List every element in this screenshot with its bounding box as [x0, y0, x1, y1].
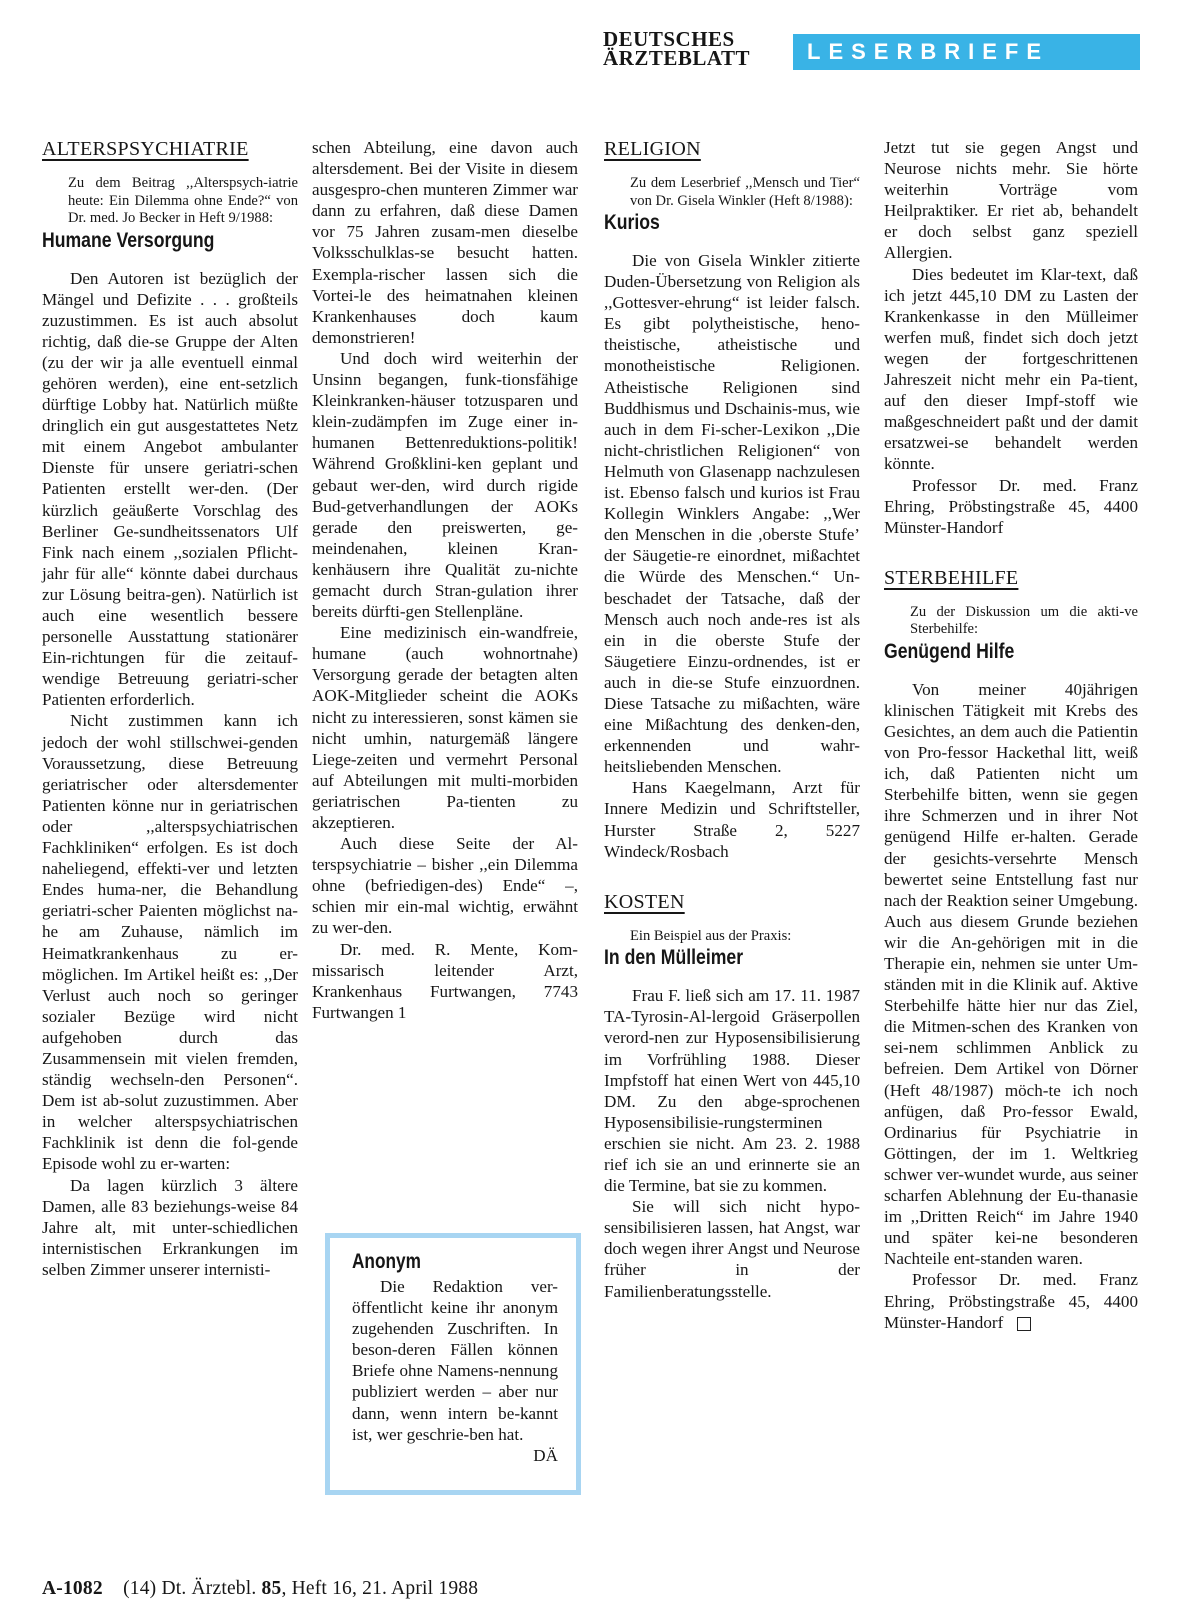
volume: 85 [261, 1578, 282, 1599]
rubric-alterspsychiatrie: ALTERSPSYCHIATRIE [42, 138, 249, 160]
paragraph: Von meiner 40jährigen klinischen Tätigkeit mit Krebs des Gesichtes, an dem auch die Patientin von Pro-fessor Hackethal litt, weiß ich, daß Patienten nicht um Sterbehilfe bitten, wenn sie gegen ihre Schmerzen und in ihrer Not genügend Hilfe er-halten. Gerade der gesichts-versehrte Mensch bewertet seine Entstellung fast nur nach der Reaktion seiner Umgebung. Auch aus diesem Grunde beziehen wir die An-gehörigen mit in die Therapie ein, nehmen sie unter Um-ständen mit in die Klinik auf. Aktive Sterbehilfe hätte hier nur das Ziel, die Mitmen-schen des Kranken von sei-nem schlimmen Anblick zu befreien. Dem Artikel von Dörner (Heft 48/1987) möch-te ich noch anfügen, daß Pro-fessor Ewald, Ordinarius für Psychiatrie in Göttingen, der im 1. Weltkrieg schwer ver-wundet wurde, aus seiner scharfen Ablehnung der Eu-thanasie im ,,Dritten Reich“ im Jahre 1940 und später kei-ne besonderen Nachteile ent-standen waren. [884, 679, 1138, 1269]
paragraph: Nicht zustimmen kann ich jedoch der wohl stillschwei-genden Voraussetzung, diese Betreuung geriatrischer oder altersdementer Patienten könne nur in geriatrischen oder ,,alterspsychiatrischen Fachkliniken“ erfolgen. Es ist doch naheliegend, effekti-ver und letzten Endes huma-ner, die Behandlung geriatri-scher Paienten möglichst na-he am Zuhause, nämlich im Heimatkrankenhaus zu er-möglichen. Im Artikel heißt es: ,,Der Verlust auch noch so geringer sozialer Bezüge wird nicht aufgehoben durch das Zusammensein mit vielen fremden, ständig wechseln-den Personen“. Dem ist ab-solut zuzustimmen. Aber in welcher alterspsychiatrischen Fachklinik ist denn die fol-gende Episode wohl zu er-warten: [42, 711, 298, 1174]
letter-intro: Ein Beispiel aus der Praxis: [630, 927, 792, 944]
rubric-kosten: KOSTEN [604, 890, 685, 913]
letter-signature: Professor Dr. med. Franz Ehring, Pröbstingstraße 45, 4400 Münster-Handorf [884, 475, 1138, 537]
paragraph: Dies bedeutet im Klar-text, daß ich jetzt 445,10 DM zu Lasten der Krankenkasse in den Mülleimer werfen muß, findet sich doch jetzt wegen der fortgeschrittenen Jahreszeit nicht mehr ein Pa-tient, auf den dieser Impf-stoff wie maßgeschneidert paßt und der damit ersatzwei-se behandelt werden könnte. [884, 264, 1138, 474]
masthead-line-2: ÄRZTEBLATT [603, 46, 750, 70]
paragraph: Die von Gisela Winkler zitierte Duden-Übersetzung von Religion als ,,Gottesver-ehrung“ ist leider falsch. Es gibt polytheistische, heno-theistische, atheistische und monotheistische Religionen. Atheistische Religionen sind Buddhismus und Dschainis-mus, wie auch in dem Fi-scher-Lexikon ,,Die nicht-christlichen Religionen“ von Helmuth von Glasenapp nachzulesen ist. Ebenso falsch und kurios ist Frau Kollegin Winklers Angabe: ,,Wer den Menschen in die ,oberste Stufe’ der Säugetie-re einordnet, mißachtet die Würde des Menschen.“ Un-beschadet der Tatsache, daß der Mensch auch noch ande-res ist als ein in die oberste Stufe der Säugetiere Einzu-ordnendes, ist er auch in die-se Stufe einzuordnen. Diese Tatsache zu mißachten, wäre eine Mißachtung des denken-den, erkennenden und wahr-heitsliebenden Menschen. [604, 251, 860, 777]
letter-intro: Zu dem Beitrag ,,Alterspsych-iatrie heute: Ein Dilemma ohne Ende?“ von Dr. med. Jo Becker in Heft 9/1988: [68, 175, 298, 226]
box-signature: DÄ [533, 1445, 558, 1465]
anonym-notice-box [325, 1233, 581, 1495]
headline-kurios: Kurios [604, 210, 660, 234]
paragraph: Frau F. ließ sich am 17. 11. 1987 TA-Tyrosin-Al-lergoid Gräserpollen verord-nen zur Hyposensibilisierung im Vorfrühling 1988. Dieser Impfstoff hat einen Wert von 445,10 DM. Zu den abge-sprochenen Hyposensibilisie-rungsterminen erschien sie nicht. Am 23. 2. 1988 rief ich sie an und erinnerte sie an die Termine, bat sie zu kommen. [604, 986, 860, 1196]
paragraph: schen Abteilung, eine davon auch altersdement. Bei der Visite in diesem ausgespro-chen munteren Zimmer war dann zu erfahren, daß diese Damen vor 75 Jahren zusam-men dieselbe Volksschulklas-se besucht hatten. Exempla-rischer lassen sich die Vortei-le des heimatnahen kleinen Krankenhauses doch kaum demonstrieren! [312, 138, 578, 347]
box-text: Die Redaktion ver-öffentlicht keine ihr anonym zugehenden Zuschriften. In beson-deren Fällen können Briefe ohne Namens-nennung publiziert werden – aber nur dann, wenn intern be-kannt ist, wer geschrie-ben hat. [352, 1277, 558, 1444]
paragraph: Eine medizinisch ein-wandfreie, humane (auch wohnortnahe) Versorgung gerade der betagten alten AOK-Mitglieder scheint die AOKs nicht zu interessieren, sonst kämen sie nicht umhin, naturgemäß längere Liege-zeiten und vermehrt Personal auf Abteilungen mit multi-morbiden geriatrischen Pa-tienten zu akzeptieren. [312, 623, 578, 832]
masthead-line-1: DEUTSCHES [603, 27, 735, 51]
headline-humane-versorgung: Humane Versorgung [42, 227, 215, 252]
column-4 [884, 137, 1138, 1333]
rubric-religion: RELIGION [604, 138, 701, 160]
page-number: A-1082 [42, 1578, 103, 1599]
headline-in-den-muelleimer: In den Mülleimer [604, 945, 744, 970]
rubric-sterbehilfe: STERBEHILFE [884, 566, 1019, 589]
headline-genuegend-hilfe: Genügend Hilfe [884, 638, 1015, 663]
letter-intro: Zu der Diskussion um die akti-ve Sterbehilfe: [910, 603, 1138, 638]
column-3 [604, 137, 860, 1302]
letter-intro: Zu dem Leserbrief ,,Mensch und Tier“ von Dr. Gisela Winkler (Heft 8/1988): [630, 175, 860, 209]
end-of-article-icon [1017, 1317, 1031, 1331]
paragraph: Jetzt tut sie gegen Angst und Neurose nichts mehr. Sie hörte weiterhin Vorträge vom Heilpraktiker. Er riet ab, behandelt er doch selbst ganz speziell Allergien. [884, 138, 1138, 263]
letter-signature: Hans Kaegelmann, Arzt für Innere Medizin und Schriftsteller, Hurster Straße 2, 5227 Windeck/Rosbach [604, 778, 860, 861]
section-banner: LESERBRIEFE [793, 34, 1140, 70]
paragraph: Sie will sich nicht hypo-sensibilisieren lassen, hat Angst, war doch wegen ihrer Angst und Neurose früher in der Familienberatungsstelle. [604, 1197, 860, 1301]
page-footer [42, 1578, 478, 1600]
letter-signature: Professor Dr. med. Franz Ehring, Pröbstingstraße 45, 4400 Münster-Handorf [884, 1270, 1138, 1332]
paragraph: Da lagen kürzlich 3 ältere Damen, alle 83 beziehungs-weise 84 Jahre alt, mit unter-schiedlichen internistischen Erkrankungen im selben Zimmer unserer internisti- [42, 1175, 298, 1279]
citation: (14) Dt. Ärztebl. [123, 1578, 257, 1599]
letter-signature: Dr. med. R. Mente, Kom-missarisch leitender Arzt, Krankenhaus Furtwangen, 7743 Furtwangen 1 [312, 939, 578, 1022]
citation-issue: , Heft 16, 21. April 1988 [281, 1578, 479, 1599]
paragraph: Und doch wird weiterhin der Unsinn begangen, funk-tionsfähige Kleinkranken-häuser totzusparen und klein-zudämpfen im Zuge einer in-humanen Bettenreduktions-politik! Während Großklini-ken geplant und gebaut wer-den, wird durch rigide Bud-getverhandlungen der AOKs gerade den preiswerten, ge-meindenahen, kleinen Kran-kenhäusern ihre Qualität zu-nichte gemacht durch Stran-gulation ihrer bereits dürfti-gen Stellenpläne. [312, 348, 578, 622]
paragraph: Den Autoren ist bezüglich der Mängel und Defizite . . . großteils zuzustimmen. Es ist auch absolut richtig, daß die-se Gruppe der Alten (zu der wir ja alle eventuell einmal gehören werden), eine ent-setzlich dürftige Lobby hat. Natürlich müßte dringlich ein gut ausgestattetes Netz mit einem Angebot ambulanter Dienste für unsere geriatri-schen Patienten erstellt wer-den. (Der kürzlich geäußerte Vorschlag des Berliner Ge-sundheitssenators Ulf Fink nach einem ,,sozialen Pflicht-jahr für alle“ könnte dabei durchaus zur Lösung beitra-gen). Natürlich ist auch eine wesentlich bessere personelle Ausstattung stationärer Ein-richtungen für die zeitauf-wendige Betreuung geriatri-scher Patienten erforderlich. [42, 268, 298, 710]
paragraph: Auch diese Seite der Al-terspsychiatrie – bisher ,,ein Dilemma ohne (befriedigen-des) Ende“ –, schien mir ein-mal wichtig, erwähnt zu wer-den. [312, 834, 578, 938]
column-1 [42, 137, 298, 1280]
box-headline: Anonym [352, 1250, 421, 1273]
column-2 [312, 137, 578, 1023]
masthead-logo [603, 27, 750, 70]
